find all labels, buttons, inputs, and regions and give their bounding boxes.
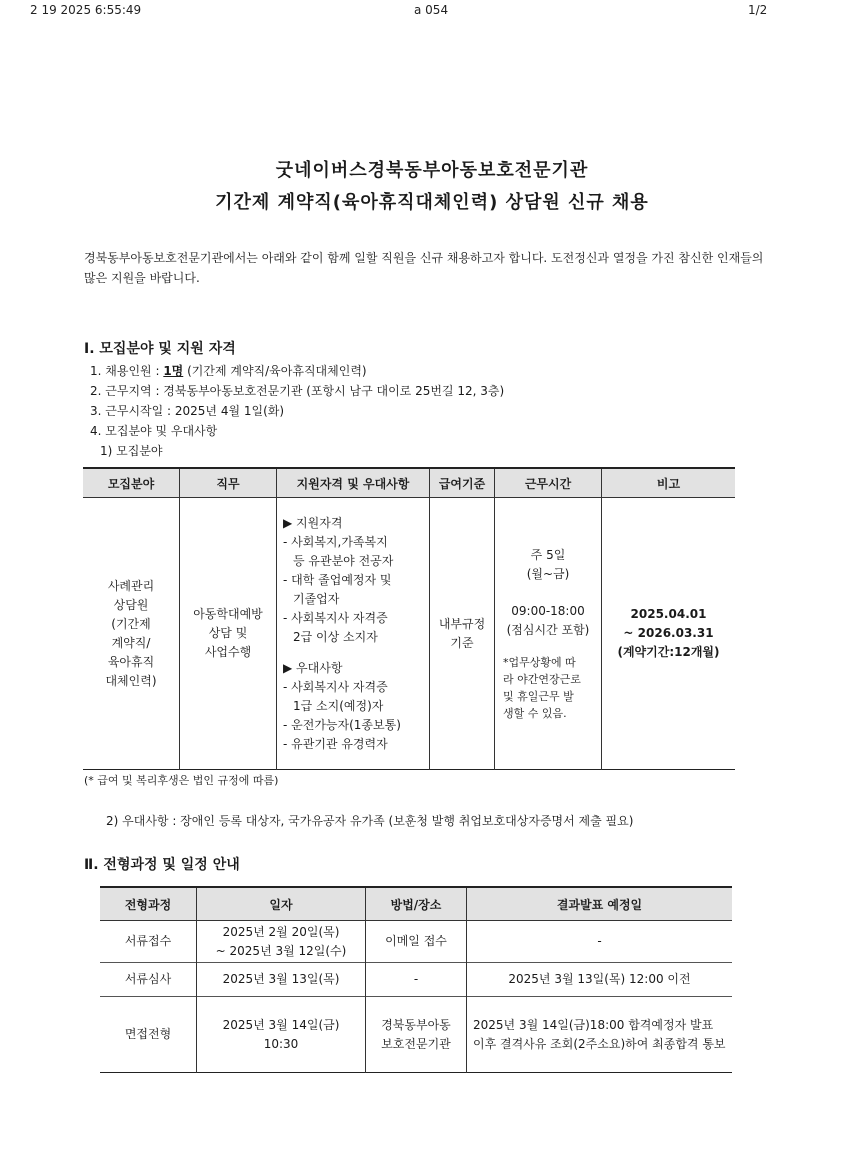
th-hours: 근무시간 [495, 468, 602, 498]
hours-note-line: 라 야간연장근로 [503, 672, 581, 686]
method-line: 보호전문기관 [381, 1036, 451, 1051]
hours-spacer [495, 584, 601, 602]
sub-recruit-field: 1) 모집분야 [100, 444, 163, 458]
title-org: 굿네이버스경북동부아동보호전문기관 [275, 160, 589, 181]
intro-paragraph: 경북동부아동보호전문기관에서는 아래와 같이 함께 일할 직원을 신규 채용하고자 합니다. 도전정신과 열정을 가진 참신한 인재들의 많은 지원을 바랍니다. [84, 251, 764, 285]
item-fields: 4. 모집분야 및 우대사항 [90, 424, 218, 438]
salary-line: 기준 [450, 635, 474, 650]
cell-hours [495, 498, 602, 770]
remark-line: (계약기간:12개월) [617, 645, 720, 659]
item-headcount-suffix: (기간제 계약직/육아휴직대체인력) [183, 364, 367, 378]
duty-line: 사업수행 [204, 645, 252, 659]
stage-cell: 면접전형 [100, 997, 197, 1073]
qual-line: ▶ 우대사항 [283, 660, 343, 675]
hours-spacer [495, 640, 601, 654]
item-location: 2. 근무지역 : 경북동부아동보호전문기관 (포항시 남구 대이로 25번길 12, 3층) [90, 384, 505, 398]
hours-days: 주 5일 [530, 547, 566, 562]
preference-note: 2) 우대사항 : 장애인 등록 대상자, 국가유공자 유가족 (보훈청 발행 취업보호대상자증명서 제출 필요) [106, 814, 634, 828]
qual-line: - 사회복지사 자격증 [283, 679, 388, 694]
qual-line: - 운전가능자(1종보통) [283, 717, 401, 732]
fax-datetime: 2 19 2025 6:55:49 [30, 3, 142, 17]
cell-qualification [277, 498, 430, 770]
recruitment-row [83, 498, 735, 770]
field-line: 육아휴직 [107, 654, 155, 669]
salary-line: 내부규정 [438, 616, 486, 631]
th-method: 방법/장소 [366, 887, 467, 921]
method-cell [366, 997, 467, 1073]
schedule-row [100, 921, 732, 963]
qual-line: 등 유관분야 전공자 [293, 553, 394, 568]
qual-line: - 사회복지사 자격증 [283, 610, 388, 625]
qual-line: 기졸업자 [293, 591, 340, 606]
stage-cell: 서류접수 [100, 921, 197, 963]
field-line: 대체인력) [105, 673, 157, 688]
hours-lunch: (점심시간 포함) [506, 622, 590, 637]
cell-remark [602, 498, 736, 770]
date-cell [197, 997, 366, 1073]
fax-code: a 054 [414, 3, 449, 17]
method-cell: 이메일 접수 [366, 921, 467, 963]
section2-heading: Ⅱ. 전형과정 및 일정 안내 [84, 857, 240, 873]
th-duty: 직무 [180, 468, 277, 498]
date-line: 2025년 3월 14일(금) [222, 1017, 340, 1032]
qual-line: 2급 이상 소지자 [293, 629, 378, 644]
fax-header [0, 3, 864, 19]
hours-note-line: *업무상황에 따 [503, 655, 576, 669]
field-line: 계약직/ [111, 635, 151, 650]
result-cell: 2025년 3월 14일(금)18:00 합격예정자 발표 이후 결격사유 조회(2주소요)하여 최종합격 통보 [467, 997, 733, 1073]
result-cell: - [467, 921, 733, 963]
date-cell [197, 921, 366, 963]
schedule-row [100, 997, 732, 1073]
item-headcount-prefix: 1. 채용인원 : [90, 364, 164, 378]
date-line: ~ 2025년 3월 12일(수) [215, 943, 347, 958]
duty-line: 아동학대예방 [193, 607, 263, 621]
section1-heading: Ⅰ. 모집분야 및 지원 자격 [84, 341, 236, 357]
item-headcount [90, 362, 367, 379]
th-date: 일자 [197, 887, 366, 921]
hours-note-line: 생할 수 있음. [503, 706, 567, 720]
recruitment-table [83, 467, 735, 770]
th-salary: 급여기준 [430, 468, 495, 498]
cell-salary [430, 498, 495, 770]
date-cell: 2025년 3월 13일(목) [197, 963, 366, 997]
field-line: 상담원 [113, 597, 149, 612]
qual-spacer [283, 647, 429, 659]
field-line: 사례관리 [107, 578, 155, 593]
qual-line: 1급 소지(예정)자 [293, 698, 384, 713]
qual-line: ▶ 지원자격 [283, 515, 343, 530]
item-start-date: 3. 근무시작일 : 2025년 4월 1일(화) [90, 404, 285, 418]
schedule-table-header [100, 887, 732, 921]
date-line: 2025년 2월 20일(목) [222, 924, 340, 939]
fax-page: 1/2 [748, 3, 768, 17]
remark-line: ~ 2026.03.31 [623, 626, 714, 640]
th-result: 결과발표 예정일 [467, 887, 733, 921]
recruitment-table-header [83, 468, 735, 498]
th-field: 모집분야 [83, 468, 180, 498]
qual-line: - 대학 졸업예정자 및 [283, 572, 392, 587]
th-remark: 비고 [602, 468, 736, 498]
item-headcount-count: 1명 [163, 364, 184, 378]
th-stage: 전형과정 [100, 887, 197, 921]
qual-line: - 사회복지,가족복지 [283, 534, 388, 549]
schedule-table [100, 886, 732, 1073]
date-line: 10:30 [263, 1036, 299, 1051]
salary-note: (* 급여 및 복리후생은 법인 규정에 따름) [84, 774, 279, 787]
hours-days-range: (월~금) [526, 566, 570, 581]
qual-line: - 유관기관 유경력자 [283, 736, 388, 751]
hours-time: 09:00-18:00 [511, 603, 585, 618]
th-qualification: 지원자격 및 우대사항 [277, 468, 430, 498]
title-position: 기간제 계약직(육아휴직대체인력) 상담원 신규 채용 [215, 192, 649, 213]
method-line: 경북동부아동 [381, 1017, 451, 1032]
remark-line: 2025.04.01 [630, 607, 707, 621]
cell-duty [180, 498, 277, 770]
cell-field [83, 498, 180, 770]
schedule-row [100, 963, 732, 997]
field-line: (기간제 [111, 616, 151, 631]
stage-cell: 서류심사 [100, 963, 197, 997]
duty-line: 상담 및 [208, 626, 248, 640]
hours-note-line: 및 휴일근무 발 [503, 689, 574, 703]
result-cell: 2025년 3월 13일(목) 12:00 이전 [467, 963, 733, 997]
method-cell: - [366, 963, 467, 997]
